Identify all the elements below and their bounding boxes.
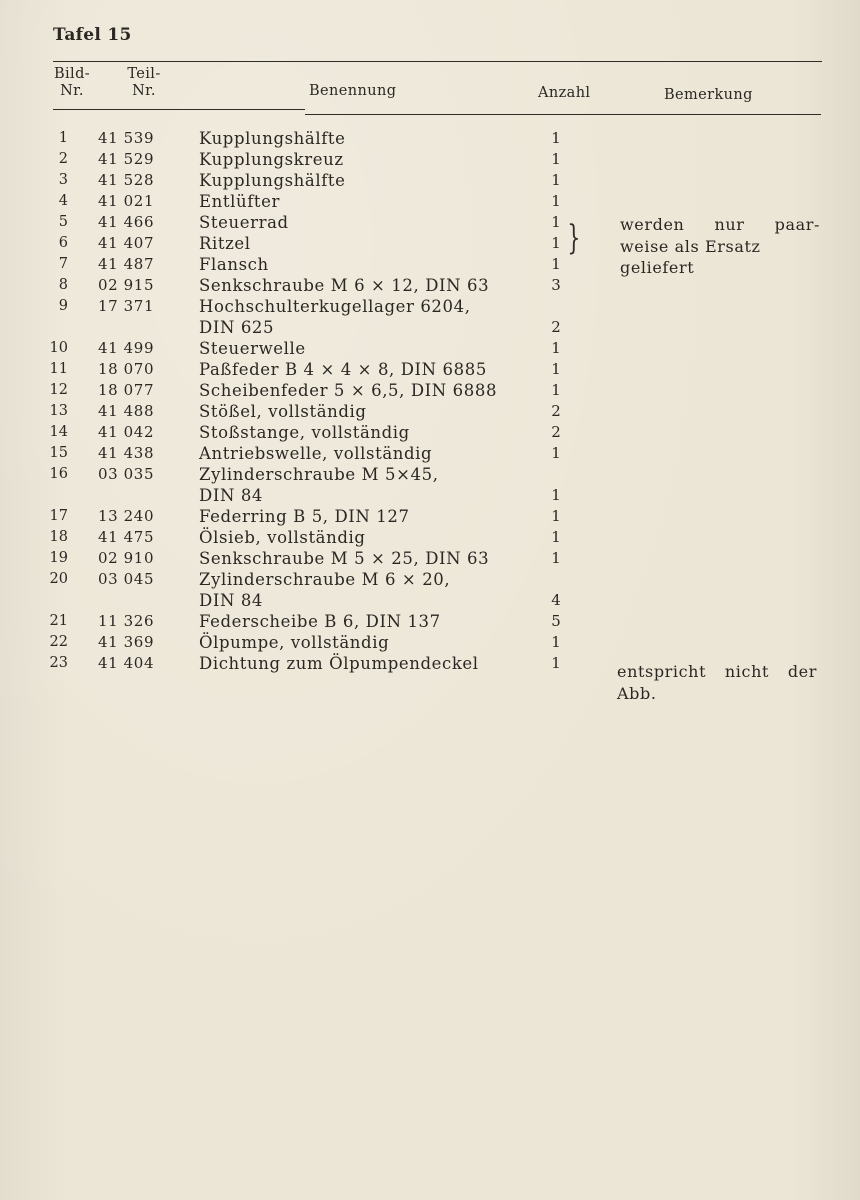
table-row — [0, 632, 860, 653]
brace-glyph: } — [567, 218, 581, 258]
bild-nr-cell: 4 — [58, 193, 68, 209]
bild-nr-cell: 7 — [58, 256, 68, 272]
table-row — [0, 128, 860, 149]
benennung-cell: Paßfeder B 4 × 4 × 8, DIN 6885 — [199, 360, 487, 379]
remark-abb — [617, 661, 817, 704]
bild-nr-cell: 2 — [58, 151, 68, 167]
bild-nr-cell: 11 — [49, 361, 68, 377]
teil-nr-cell: 41 539 — [98, 129, 155, 147]
benennung-cell: Steuerrad — [199, 213, 289, 232]
bild-nr-cell: 9 — [58, 298, 68, 314]
anzahl-cell: 1 — [551, 150, 561, 168]
benennung-cell: Federring B 5, DIN 127 — [199, 507, 410, 526]
page-title: Tafel 15 — [53, 25, 132, 45]
teil-nr-cell: 41 488 — [98, 402, 155, 420]
teil-nr-cell: 02 910 — [98, 549, 155, 567]
teil-nr-cell: 41 499 — [98, 339, 155, 357]
bild-nr-cell: 21 — [49, 613, 68, 629]
remark-line: Abb. — [617, 683, 657, 703]
bild-nr-cell: 13 — [49, 403, 68, 419]
header-anzahl: Anzahl — [538, 85, 591, 101]
table-row — [0, 380, 860, 401]
anzahl-cell: 1 — [551, 381, 561, 399]
anzahl-cell: 1 — [551, 549, 561, 567]
bild-nr-cell: 1 — [58, 130, 68, 146]
teil-nr-cell: 41 404 — [98, 654, 155, 672]
table-row — [0, 569, 860, 590]
table-row — [0, 422, 860, 443]
table-row — [0, 401, 860, 422]
anzahl-cell: 4 — [551, 591, 561, 609]
header-bottom-rule-left — [53, 109, 305, 110]
benennung-cell: Federscheibe B 6, DIN 137 — [199, 612, 441, 631]
benennung-cell: DIN 625 — [199, 318, 275, 337]
teil-nr-cell: 41 529 — [98, 150, 155, 168]
anzahl-cell: 1 — [551, 339, 561, 357]
teil-nr-cell: 03 045 — [98, 570, 155, 588]
remark-line: geliefert — [620, 258, 695, 277]
bild-nr-cell: 17 — [49, 508, 68, 524]
teil-nr-cell: 41 369 — [98, 633, 155, 651]
header-bild-nr: Bild- Nr. — [53, 66, 91, 99]
remark-paarweise — [620, 214, 820, 279]
remark-word: nicht — [724, 662, 770, 681]
benennung-cell: Flansch — [199, 255, 269, 274]
benennung-cell: DIN 84 — [199, 486, 264, 505]
benennung-cell: Dichtung zum Ölpumpendeckel — [199, 654, 479, 673]
benennung-cell: Ölsieb, vollständig — [199, 528, 366, 547]
benennung-cell: Senkschraube M 5 × 25, DIN 63 — [199, 549, 490, 568]
anzahl-cell: 2 — [551, 318, 561, 336]
benennung-cell: Steuerwelle — [199, 339, 306, 358]
anzahl-cell: 3 — [551, 276, 561, 294]
table-row — [0, 611, 860, 632]
teil-nr-cell: 17 371 — [98, 297, 155, 315]
table-row — [0, 506, 860, 527]
teil-nr-cell: 11 326 — [98, 612, 155, 630]
benennung-cell: Kupplungshälfte — [199, 129, 346, 148]
benennung-cell: Stoßstange, vollständig — [199, 423, 410, 442]
bild-nr-cell: 15 — [49, 445, 68, 461]
header-bottom-rule-right — [305, 114, 821, 115]
bild-nr-cell: 16 — [49, 466, 68, 482]
teil-nr-cell: 18 070 — [98, 360, 155, 378]
anzahl-cell: 1 — [551, 192, 561, 210]
table-row — [0, 296, 860, 317]
teil-nr-cell: 41 021 — [98, 192, 155, 210]
bild-nr-cell: 22 — [49, 634, 68, 650]
table-row — [0, 170, 860, 191]
teil-nr-cell: 41 466 — [98, 213, 155, 231]
benennung-cell: Senkschraube M 6 × 12, DIN 63 — [199, 276, 490, 295]
teil-nr-cell: 41 042 — [98, 423, 155, 441]
remark-word: der — [787, 662, 817, 681]
header-top-rule — [53, 61, 822, 62]
bild-nr-cell: 14 — [49, 424, 68, 440]
benennung-cell: Kupplungskreuz — [199, 150, 344, 169]
teil-nr-cell: 02 915 — [98, 276, 155, 294]
table-row — [0, 485, 860, 506]
table-row — [0, 359, 860, 380]
anzahl-cell: 1 — [551, 255, 561, 273]
benennung-cell: Antriebswelle, vollständig — [199, 444, 433, 463]
anzahl-cell: 5 — [551, 612, 561, 630]
bild-nr-cell: 19 — [49, 550, 68, 566]
anzahl-cell: 1 — [551, 633, 561, 651]
remark-word: nur — [714, 215, 745, 234]
benennung-cell: Stößel, vollständig — [199, 402, 367, 421]
table-row — [0, 527, 860, 548]
anzahl-cell: 1 — [551, 360, 561, 378]
anzahl-cell: 2 — [551, 402, 561, 420]
benennung-cell: Entlüfter — [199, 192, 280, 211]
teil-nr-cell: 41 407 — [98, 234, 155, 252]
benennung-cell: DIN 84 — [199, 591, 264, 610]
benennung-cell: Kupplungshälfte — [199, 171, 346, 190]
table-row — [0, 338, 860, 359]
anzahl-cell: 1 — [551, 654, 561, 672]
remark-word: entspricht — [617, 662, 707, 681]
bild-nr-cell: 6 — [58, 235, 68, 251]
bild-nr-cell: 20 — [49, 571, 68, 587]
teil-nr-cell: 41 487 — [98, 255, 155, 273]
remark-line: weise als Ersatz — [620, 236, 761, 256]
benennung-cell: Hochschulterkugellager 6204, — [199, 297, 471, 316]
bild-nr-cell: 10 — [49, 340, 68, 356]
benennung-cell: Scheibenfeder 5 × 6,5, DIN 6888 — [199, 381, 498, 400]
anzahl-cell: 1 — [551, 486, 561, 504]
header-bemerkung: Bemerkung — [664, 87, 753, 103]
parts-table — [0, 128, 860, 674]
table-row — [0, 548, 860, 569]
benennung-cell: Zylinderschraube M 5×45, — [199, 465, 439, 484]
teil-nr-cell: 03 035 — [98, 465, 155, 483]
anzahl-cell: 1 — [551, 234, 561, 252]
benennung-cell: Zylinderschraube M 6 × 20, — [199, 570, 451, 589]
benennung-cell: Ölpumpe, vollständig — [199, 633, 390, 652]
table-row — [0, 443, 860, 464]
table-row — [0, 149, 860, 170]
teil-nr-cell: 41 475 — [98, 528, 155, 546]
header-benennung: Benennung — [309, 83, 397, 99]
anzahl-cell: 1 — [551, 213, 561, 231]
remark-word: paar- — [774, 215, 820, 234]
table-row — [0, 191, 860, 212]
table-row — [0, 590, 860, 611]
anzahl-cell: 1 — [551, 129, 561, 147]
anzahl-cell: 1 — [551, 507, 561, 525]
teil-nr-cell: 41 438 — [98, 444, 155, 462]
bild-nr-cell: 8 — [58, 277, 68, 293]
bild-nr-cell: 3 — [58, 172, 68, 188]
anzahl-cell: 1 — [551, 171, 561, 189]
anzahl-cell: 1 — [551, 528, 561, 546]
teil-nr-cell: 13 240 — [98, 507, 155, 525]
teil-nr-cell: 41 528 — [98, 171, 155, 189]
remark-line — [617, 661, 817, 683]
header-teil-nr: Teil- Nr. — [127, 66, 161, 99]
remark-word: werden — [620, 215, 685, 234]
anzahl-cell: 1 — [551, 444, 561, 462]
benennung-cell: Ritzel — [199, 234, 251, 253]
bild-nr-cell: 23 — [49, 655, 68, 671]
table-row — [0, 464, 860, 485]
teil-nr-cell: 18 077 — [98, 381, 155, 399]
bild-nr-cell: 5 — [58, 214, 68, 230]
anzahl-cell: 2 — [551, 423, 561, 441]
bild-nr-cell: 18 — [49, 529, 68, 545]
table-row — [0, 317, 860, 338]
remark-line — [620, 214, 820, 236]
bild-nr-cell: 12 — [49, 382, 68, 398]
